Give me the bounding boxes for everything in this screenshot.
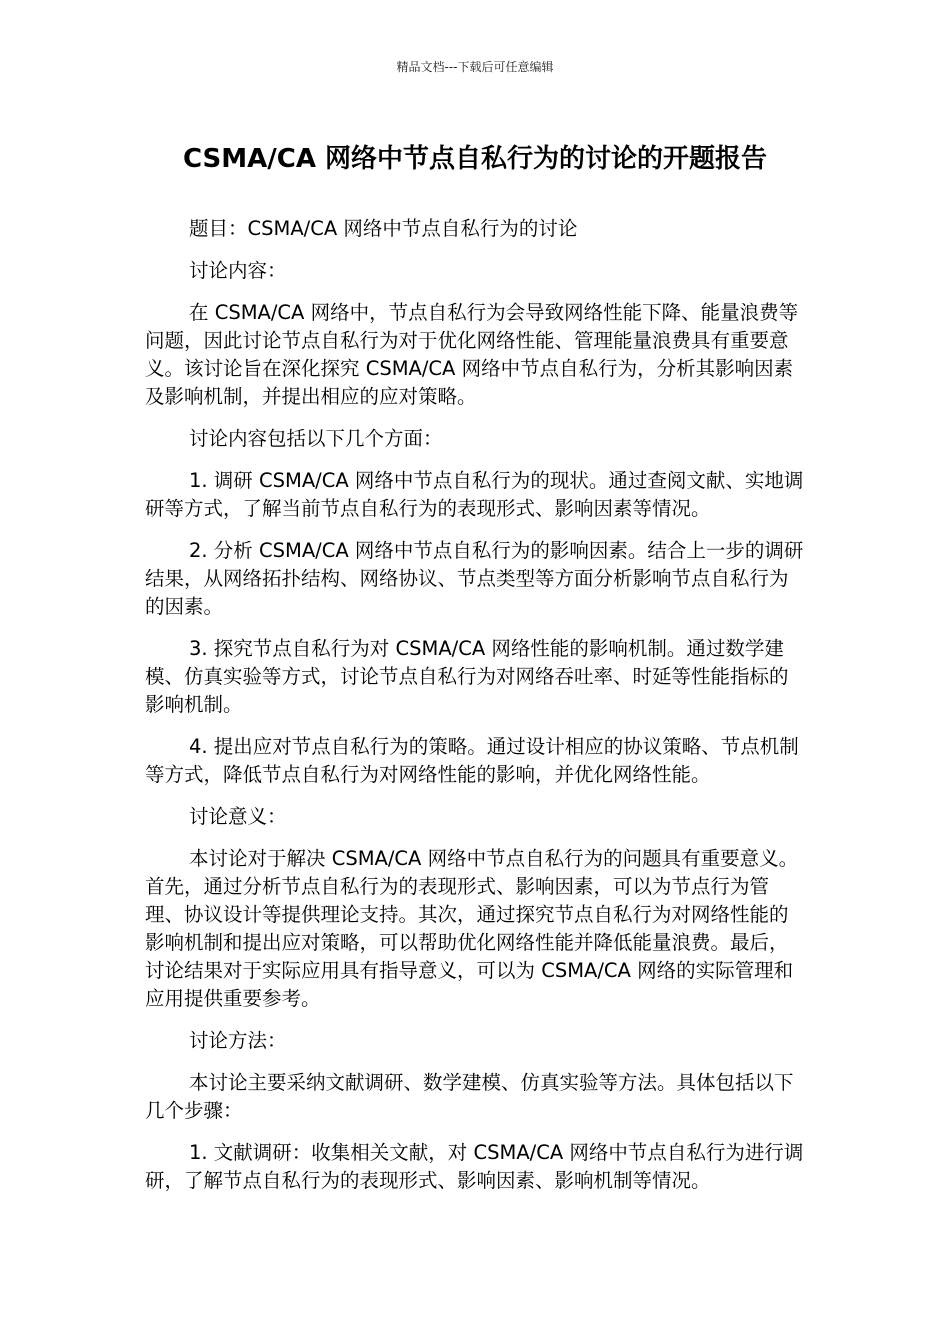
paragraph-method-step-1: 1. 文献调研：收集相关文献，对 CSMA/CA 网络中节点自私行为进行调研，了解节点自私行为的表现形式、影响因素、影响机制等情况。 [145,1141,804,1192]
paragraph-significance-heading: 讨论意义： [189,805,287,828]
paragraph-aspect-1: 1. 调研 CSMA/CA 网络中节点自私行为的现状。通过查阅文献、实地调研等方式，了解当前节点自私行为的表现形式、影响因素等情况。 [145,469,804,520]
page-header: 精品文档---下载后可任意编辑 [396,60,554,74]
paragraph-aspects-heading: 讨论内容包括以下几个方面： [189,427,443,450]
paragraph-content-heading: 讨论内容： [189,259,287,282]
document-title: CSMA/CA 网络中节点自私行为的讨论的开题报告 [182,144,768,174]
document-body [145,215,807,1209]
paragraph-method-heading: 讨论方法： [189,1029,287,1052]
paragraph-aspect-3: 3. 探究节点自私行为对 CSMA/CA 网络性能的影响机制。通过数学建模、仿真实验等方式，讨论节点自私行为对网络吞吐率、时延等性能指标的影响机制。 [145,637,789,716]
paragraph-aspect-2: 2. 分析 CSMA/CA 网络中节点自私行为的影响因素。结合上一步的调研结果，从网络拓扑结构、网络协议、节点类型等方面分析影响节点自私行为的因素。 [145,539,804,618]
paragraph-content-intro: 在 CSMA/CA 网络中，节点自私行为会导致网络性能下降、能量浪费等问题，因此讨论节点自私行为对于优化网络性能、管理能量浪费具有重要意义。该讨论旨在深化探究 CSMA/CA 网络中节点自私行为，分析其影响因素及影响机制，并提出相应的应对策略。 [145,301,799,408]
paragraph-method-intro: 本讨论主要采纳文献调研、数学建模、仿真实验等方法。具体包括以下几个步骤： [145,1071,794,1122]
paragraph-topic: 题目：CSMA/CA 网络中节点自私行为的讨论 [189,217,578,240]
paragraph-aspect-4: 4. 提出应对节点自私行为的策略。通过设计相应的协议策略、节点机制等方式，降低节点自私行为对网络性能的影响，并优化网络性能。 [145,735,799,786]
paragraph-significance: 本讨论对于解决 CSMA/CA 网络中节点自私行为的问题具有重要意义。首先，通过分析节点自私行为的表现形式、影响因素，可以为节点行为管理、协议设计等提供理论支持。其次，通过探究节点自私行为对网络性能的影响机制和提出应对策略，可以帮助优化网络性能并降低能量浪费。最后，讨论结果对于实际应用具有指导意义，可以为 CSMA/CA 网络的实际管理和应用提供重要参考。 [145,847,799,1010]
